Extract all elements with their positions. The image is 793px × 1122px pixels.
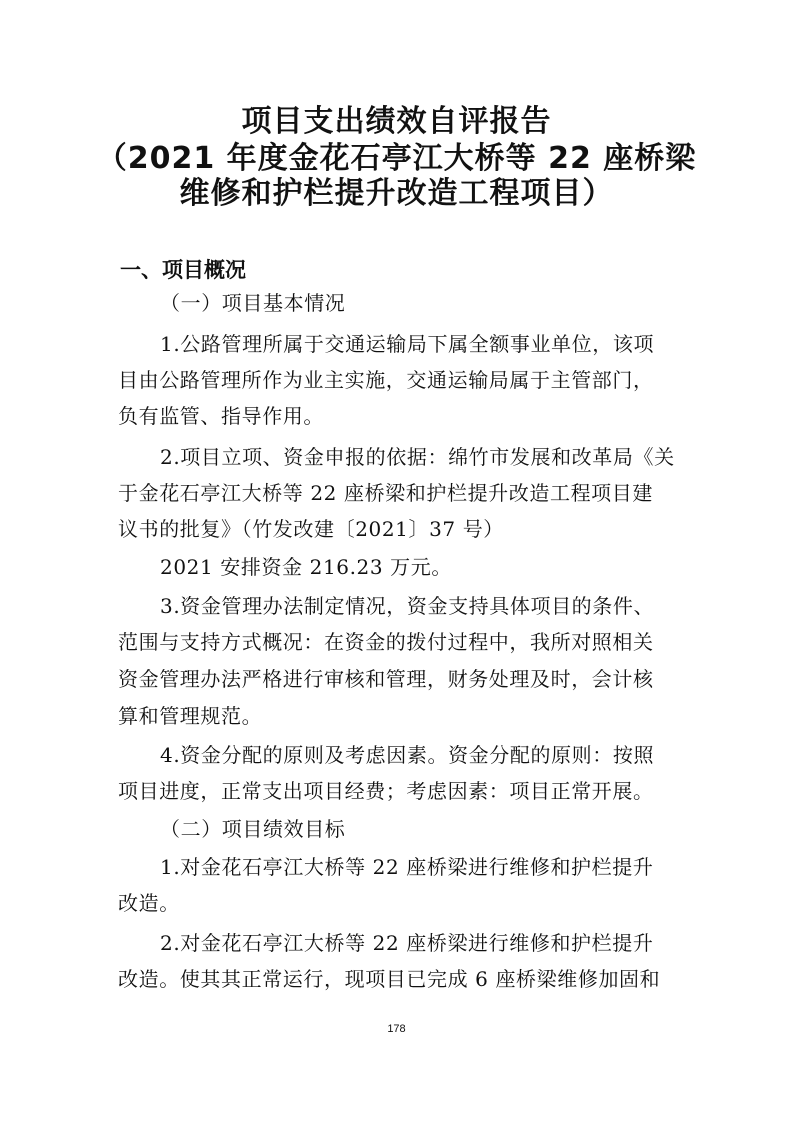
paragraph-1-line-1: 1.公路管理所属于交通运输局下属全额事业单位，该项 [160, 332, 655, 356]
paragraph-1-line-3: 负有监管、指导作用。 [118, 404, 324, 428]
section-heading-overview: 一、项目概况 [120, 258, 246, 282]
goal-2-line-2: 改造。使其其正常运行，现项目已完成 6 座桥梁维修加固和 [118, 967, 661, 991]
report-title-line-2: （2021 年度金花石亭江大桥等 22 座桥梁 [96, 141, 697, 176]
goal-1-line-2: 改造。 [118, 891, 180, 915]
subsection-heading-basic-info: （一）项目基本情况 [160, 291, 346, 315]
paragraph-2-line-3: 议书的批复》（竹发改建〔2021〕37 号） [118, 517, 504, 541]
paragraph-4-line-1: 4.资金分配的原则及考虑因素。资金分配的原则：按照 [160, 743, 655, 767]
page-number: 178 [387, 1023, 406, 1035]
goal-1-line-1: 1.对金花石亭江大桥等 22 座桥梁进行维修和护栏提升 [160, 855, 654, 879]
funding-amount-line: 2021 安排资金 216.23 万元。 [160, 555, 452, 579]
paragraph-3-line-1: 3.资金管理办法制定情况，资金支持具体项目的条件、 [160, 594, 655, 618]
paragraph-4-line-2: 项目进度，正常支出项目经费；考虑因素：项目正常开展。 [118, 779, 654, 803]
paragraph-3-line-3: 资金管理办法严格进行审核和管理，财务处理及时，会计核 [118, 667, 654, 691]
paragraph-2-line-2: 于金花石亭江大桥等 22 座桥梁和护栏提升改造工程项目建 [118, 481, 653, 505]
paragraph-3-line-4: 算和管理规范。 [118, 704, 263, 728]
report-title-line-3: 维修和护栏提升改造工程项目） [179, 176, 614, 211]
paragraph-1-line-2: 目由公路管理所作为业主实施，交通运输局属于主管部门， [118, 368, 654, 392]
goal-2-line-1: 2.对金花石亭江大桥等 22 座桥梁进行维修和护栏提升 [160, 931, 654, 955]
subsection-heading-performance-goals: （二）项目绩效目标 [160, 817, 346, 841]
paragraph-3-line-2: 范围与支持方式概况：在资金的拨付过程中，我所对照相关 [118, 630, 654, 654]
report-title-line-1: 项目支出绩效自评报告 [241, 104, 552, 139]
paragraph-2-line-1: 2.项目立项、资金申报的依据：绵竹市发展和改革局《关 [160, 445, 675, 469]
